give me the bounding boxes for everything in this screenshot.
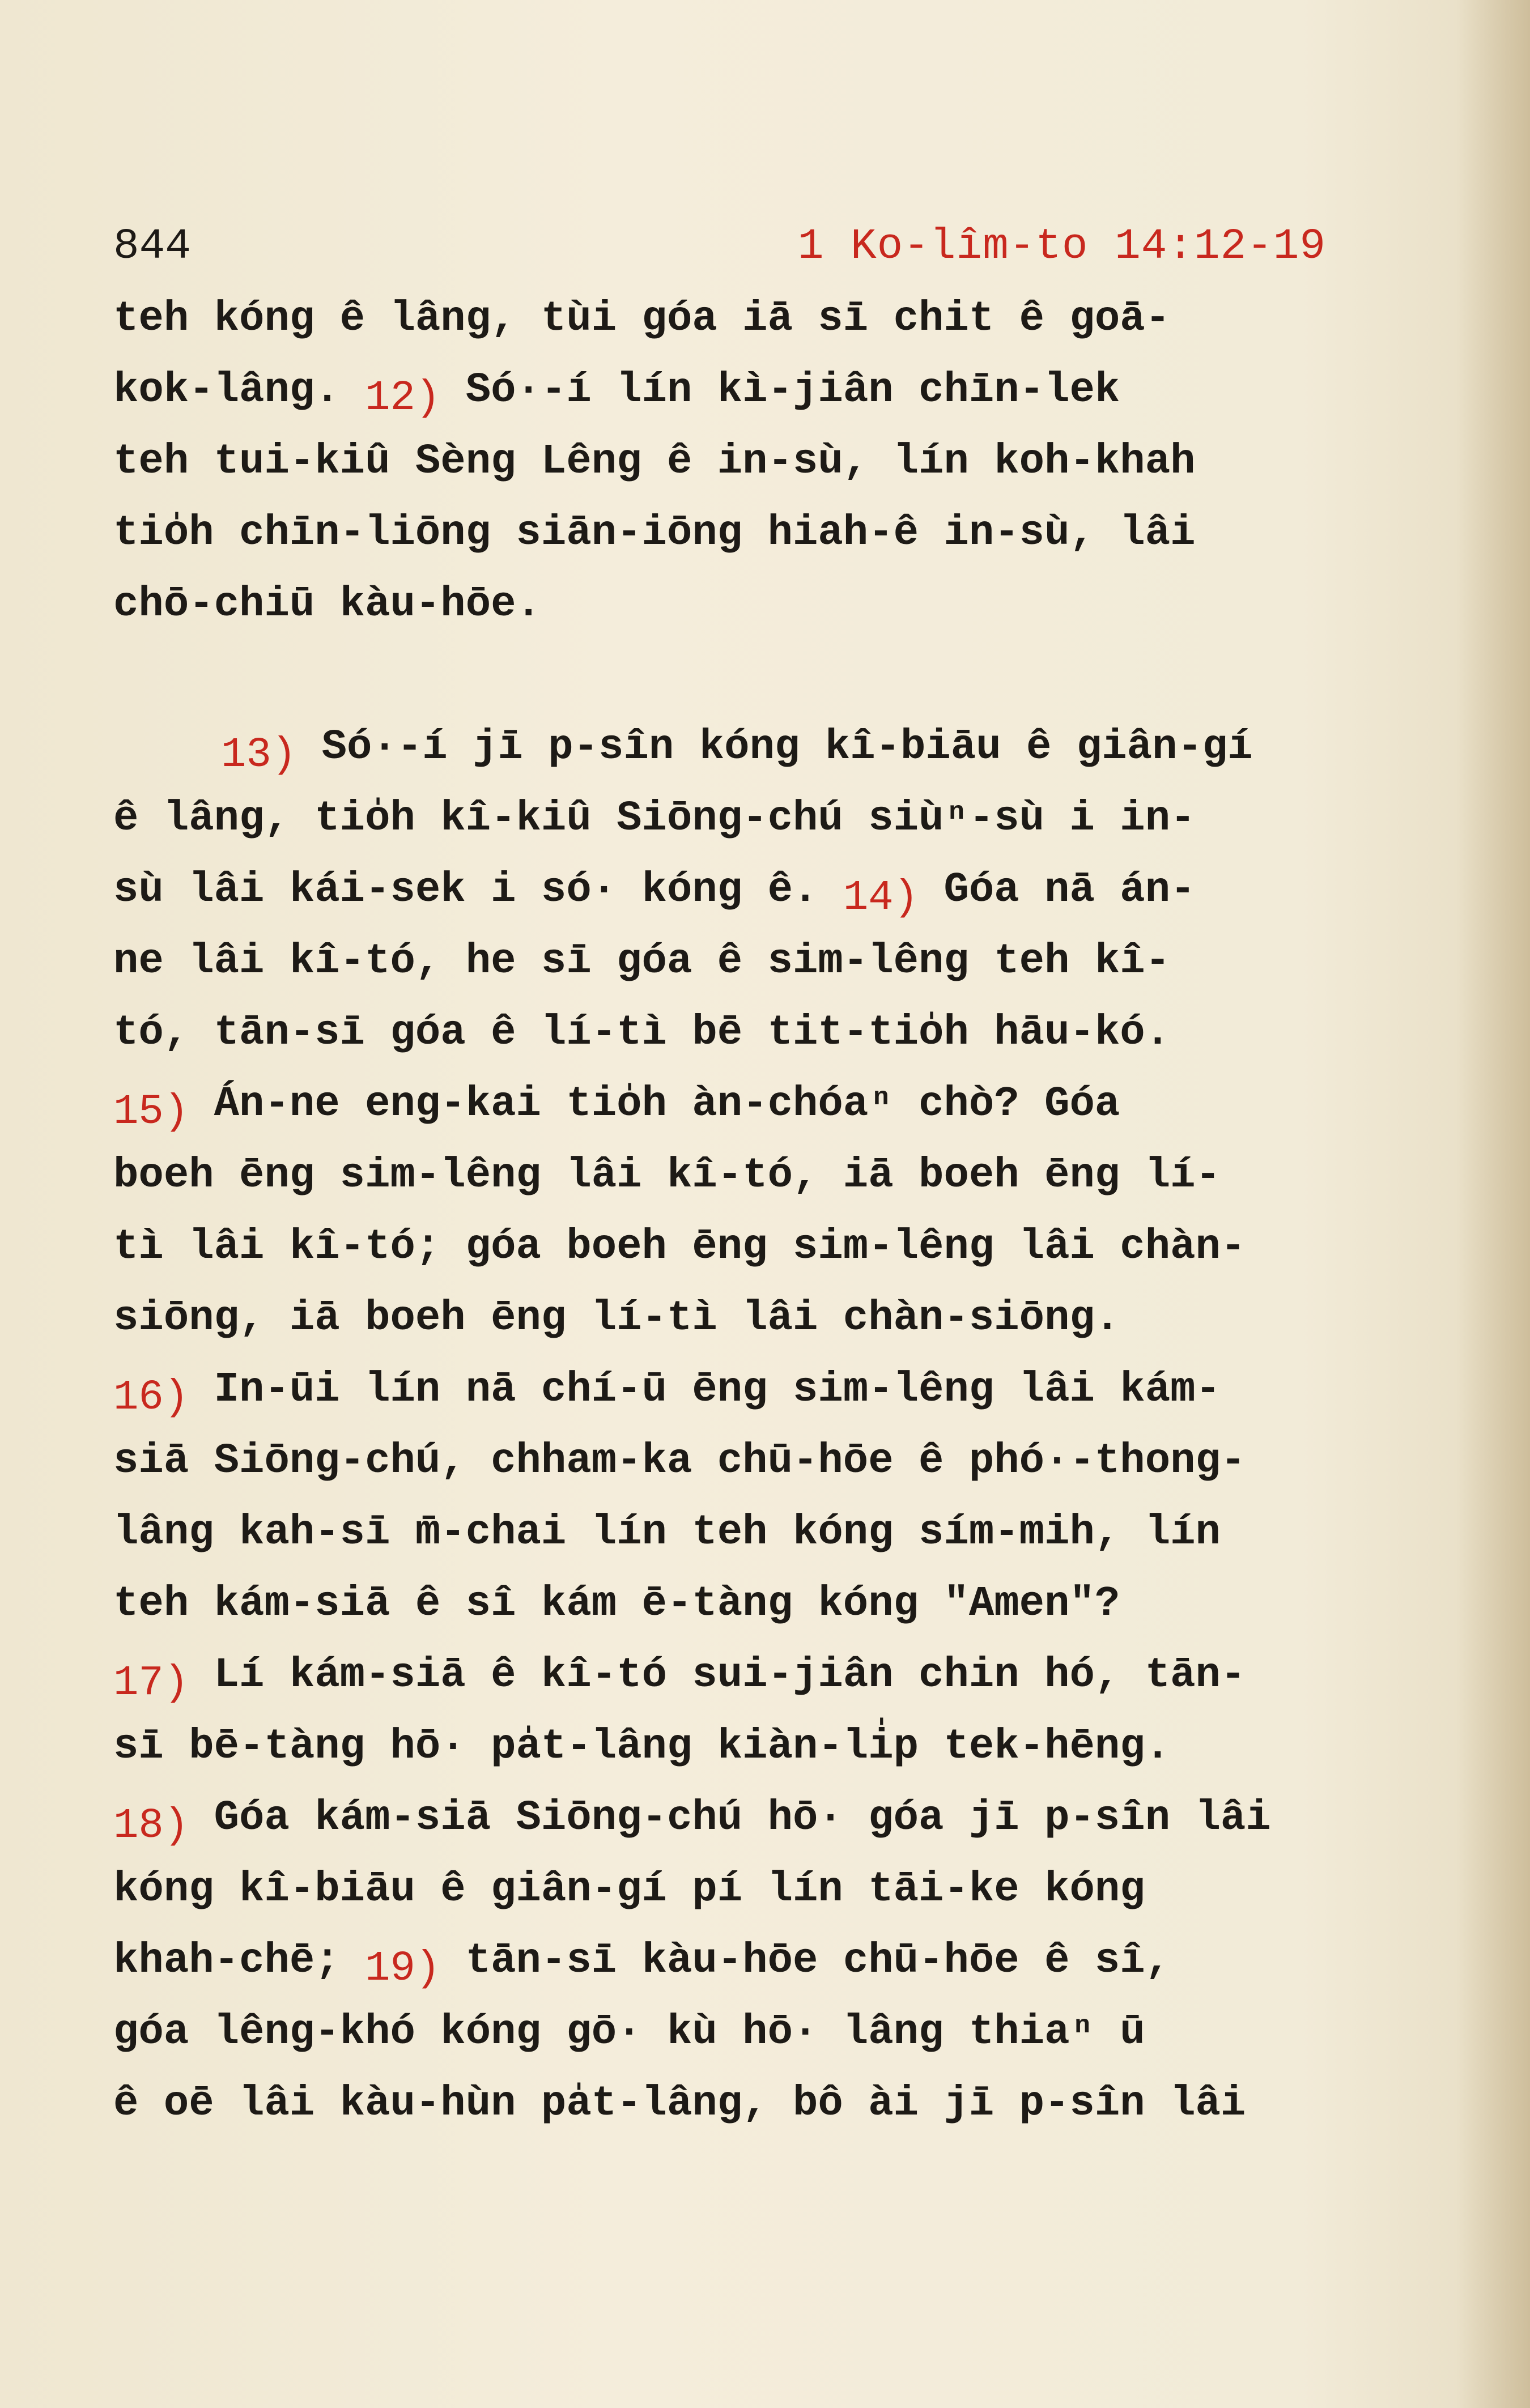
verse-text: Só·-í lín kì-jiân chīn-lek (440, 367, 1120, 414)
text-line (113, 1211, 1417, 1283)
text-line (113, 1568, 1417, 1640)
verse-text: teh tui-kiû Sèng Lêng ê in-sù, lín koh-khah (113, 438, 1196, 486)
verse-number: 18) (113, 1802, 189, 1850)
verse-text: góa lêng-khó kóng gō· kù hō· lâng thiaⁿ ū (113, 2009, 1145, 2056)
verse-text: tio̍h chīn-liōng siān-iōng hiah-ê in-sù, lâi (113, 509, 1196, 557)
verse-text: ê oē lâi kàu-hùn pa̍t-lâng, bô ài jī p-sîn lâi (113, 2080, 1246, 2128)
text-line (113, 1140, 1417, 1211)
verse-number: 13) (221, 731, 297, 779)
text-line (113, 497, 1417, 569)
text-line (113, 926, 1417, 997)
text-line (113, 355, 1417, 426)
verse-text: ê lâng, tio̍h kî-kiû Siōng-chú siùⁿ-sù i in- (113, 795, 1196, 843)
text-line (113, 1711, 1417, 1782)
text-line (113, 1782, 1417, 1854)
verse-text: tì lâi kî-tó; góa boeh ēng sim-lêng lâi chàn- (113, 1223, 1246, 1271)
text-line (113, 1497, 1417, 1568)
text-line (113, 1354, 1417, 1426)
text-line (113, 569, 1417, 640)
verse-number: 19) (365, 1945, 441, 1993)
verse-text: Góa nā án- (919, 866, 1196, 914)
verse-text: siōng, iā boeh ēng lí-tì lâi chàn-siōng. (113, 1295, 1120, 1342)
verse-number: 14) (843, 874, 919, 922)
text-line (113, 1283, 1417, 1354)
verse-text: teh kám-siā ê sî kám ē-tàng kóng "Amen"? (113, 1580, 1120, 1628)
verse-text: tó, tān-sī góa ê lí-tì bē tit-tio̍h hāu-kó. (113, 1009, 1171, 1057)
text-line (113, 783, 1417, 854)
text-line (113, 1640, 1417, 1711)
verse-text: teh kóng ê lâng, tùi góa iā sī chit ê goā- (113, 295, 1171, 343)
verse-text: ne lâi kî-tó, he sī góa ê sim-lêng teh kî- (113, 938, 1171, 985)
text-line (113, 1925, 1417, 1997)
verse-number: 12) (365, 375, 441, 422)
verse-text: chō-chiū kàu-hōe. (113, 581, 541, 628)
verse-text: khah-chē; (113, 1937, 366, 1985)
verse-text: boeh ēng sim-lêng lâi kî-tó, iā boeh ēng lí- (113, 1152, 1221, 1199)
running-head: 1 Ko-lîm-to 14:12-19 (797, 222, 1326, 271)
verse-text: sī bē-tàng hō· pa̍t-lâng kiàn-li̍p tek-hēng. (113, 1723, 1171, 1771)
verse-text: Só·-í jī p-sîn kóng kî-biāu ê giân-gí (296, 724, 1253, 771)
verse-text: sù lâi kái-sek i só· kóng ê. (113, 866, 843, 914)
verse-number: 15) (113, 1088, 189, 1136)
verse-text: tān-sī kàu-hōe chū-hōe ê sî, (440, 1937, 1171, 1985)
text-line (113, 1069, 1417, 1140)
verse-text: lâng kah-sī m̄-chai lín teh kóng sím-mih, lín (113, 1509, 1221, 1556)
page-header (113, 215, 1326, 278)
body-text (113, 283, 1417, 2139)
verse-text: In-ūi lín nā chí-ū ēng sim-lêng lâi kám- (189, 1366, 1221, 1414)
page-number: 844 (113, 222, 191, 271)
verse-text: Góa kám-siā Siōng-chú hō· góa jī p-sîn lâi (189, 1794, 1271, 1842)
page-gutter-shadow (1456, 0, 1530, 2408)
verse-number: 17) (113, 1660, 189, 1707)
verse-text: kok-lâng. (113, 367, 366, 414)
verse-text: kóng kî-biāu ê giân-gí pí lín tāi-ke kóng (113, 1866, 1145, 1913)
verse-text: Lí kám-siā ê kî-tó sui-jiân chin hó, tān- (189, 1652, 1246, 1699)
text-line (113, 1426, 1417, 1497)
verse-number: 16) (113, 1374, 189, 1422)
text-line (113, 712, 1417, 783)
text-line (113, 1854, 1417, 1925)
verse-text: Án-ne eng-kai tio̍h àn-chóaⁿ chò? Góa (189, 1080, 1120, 1128)
text-line (113, 2068, 1417, 2139)
text-line (113, 426, 1417, 497)
text-line (113, 1997, 1417, 2068)
text-line (113, 854, 1417, 926)
text-line (113, 283, 1417, 355)
verse-text: siā Siōng-chú, chham-ka chū-hōe ê phó·-thong- (113, 1437, 1246, 1485)
text-line (113, 997, 1417, 1069)
